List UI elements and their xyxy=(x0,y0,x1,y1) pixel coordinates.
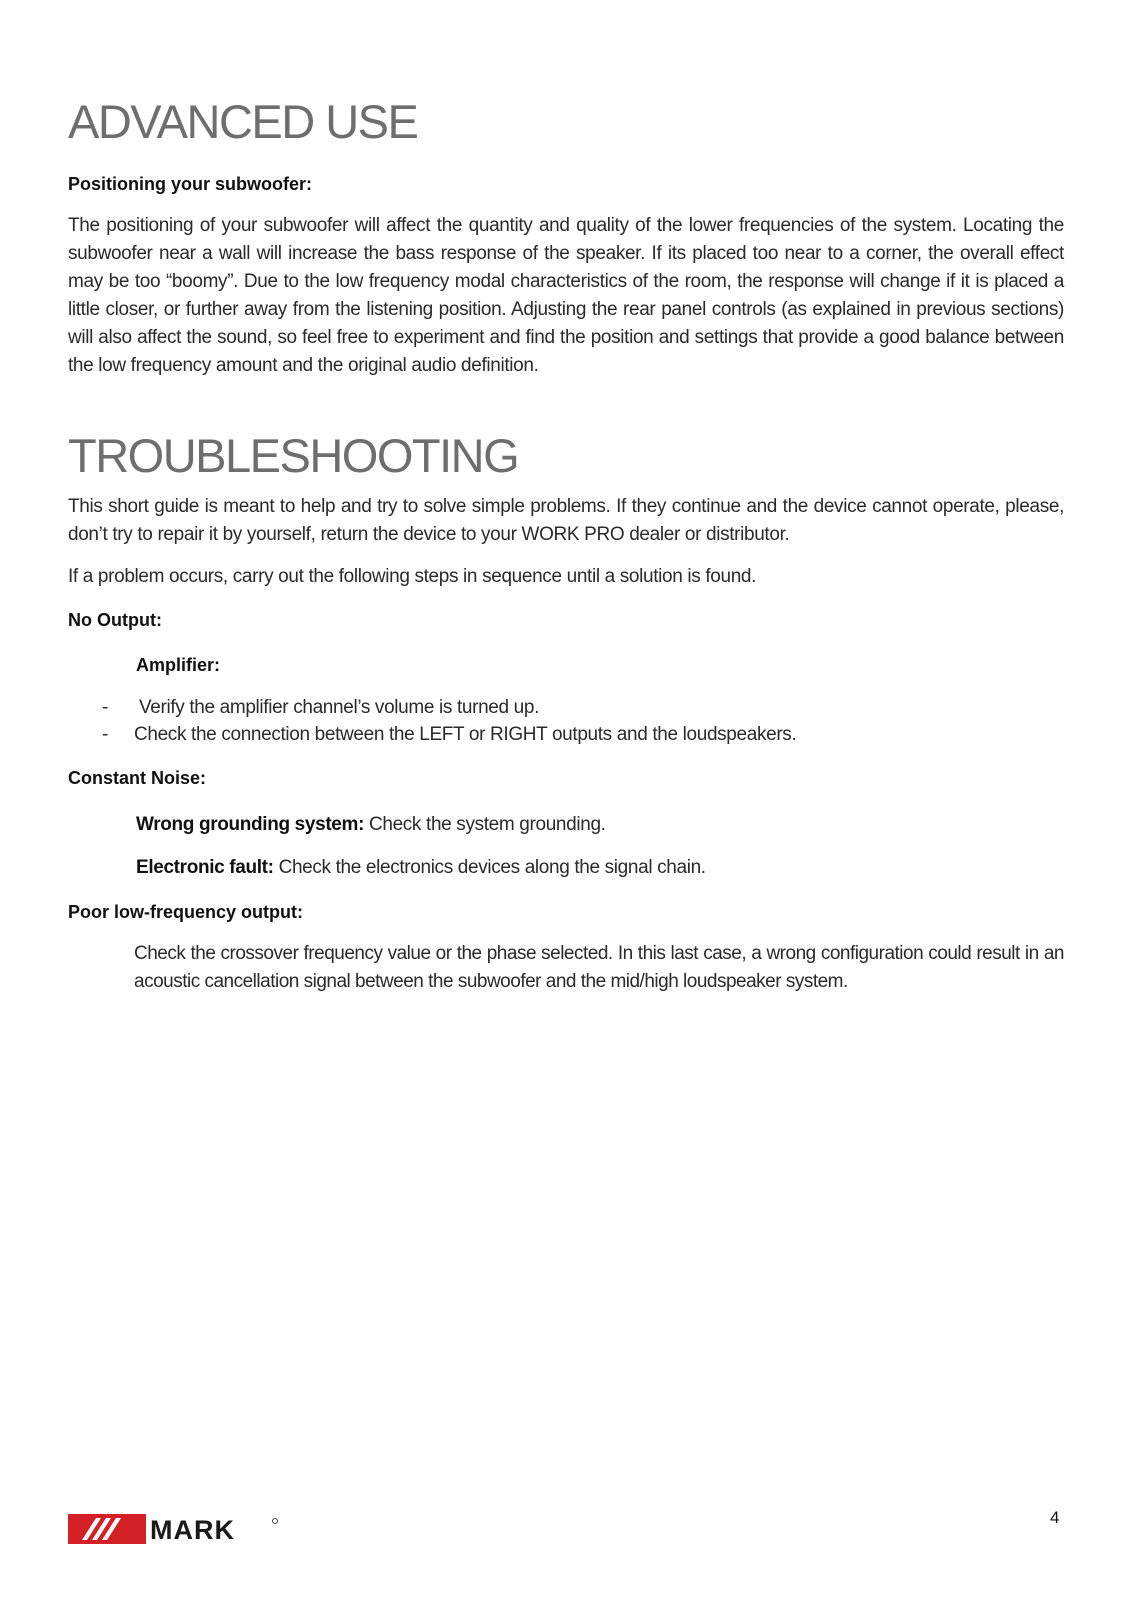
noise-item-text: Check the electronics devices along the signal chain. xyxy=(273,857,706,878)
registered-mark-icon xyxy=(273,1519,278,1524)
noise-item-label: Electronic fault: xyxy=(136,857,274,878)
list-item: Check the connection between the LEFT or RIGHT outputs and the loudspeakers. xyxy=(134,724,797,745)
noise-item-electronic xyxy=(136,854,706,882)
paragraph-positioning: The positioning of your subwoofer will affect the quantity and quality of the lower frequencies of the system. Locating the subwoofer near a wall will increase the bass response of the speaker. If its placed too near to a corner, the overall effect may be too “boomy”. Due to the low frequency modal characteristics of the room, the response will change if it is placed a little closer, or further away from the listening position. Adjusting the rear panel controls (as explained in previous sections) will also affect the sound, so feel free to experiment and find the position and settings that provide a good balance between the low frequency amount and the original audio definition. xyxy=(68,215,1064,376)
subheading-poor-low-frequency: Poor low-frequency output: xyxy=(68,902,303,922)
logo-wordmark: MARK xyxy=(150,1515,235,1544)
subheading-amplifier: Amplifier: xyxy=(136,655,221,675)
section-heading-advanced-use: ADVANCED USE xyxy=(68,95,418,148)
subheading-positioning: Positioning your subwoofer: xyxy=(68,174,312,194)
section-heading-troubleshooting: TROUBLESHOOTING xyxy=(68,429,519,482)
noise-item-grounding xyxy=(136,811,606,839)
mark-logo xyxy=(68,1514,280,1544)
noise-item-text: Check the system grounding. xyxy=(364,814,606,835)
page-number: 4 xyxy=(1050,1508,1060,1527)
paragraph-poor-low-frequency: Check the crossover frequency value or the phase selected. In this last case, a wrong configuration could result in an acoustic cancellation signal between the subwoofer and the mid/high loudspeaker system. xyxy=(134,943,1064,992)
list-bullet-dash: - xyxy=(102,697,109,718)
list-item: Verify the amplifier channel’s volume is turned up. xyxy=(139,697,540,718)
paragraph-troubleshooting-intro: This short guide is meant to help and try to solve simple problems. If they continue and the device cannot operate, please, don’t try to repair it by yourself, return the device to your WORK PRO dealer or distributor. xyxy=(68,496,1064,545)
subheading-constant-noise: Constant Noise: xyxy=(68,768,207,788)
noise-item-label: Wrong grounding system: xyxy=(136,814,365,835)
paragraph-steps-note: If a problem occurs, carry out the following steps in sequence until a solution is found. xyxy=(68,566,757,587)
subheading-no-output: No Output: xyxy=(68,610,162,630)
list-bullet-dash: - xyxy=(102,724,109,745)
